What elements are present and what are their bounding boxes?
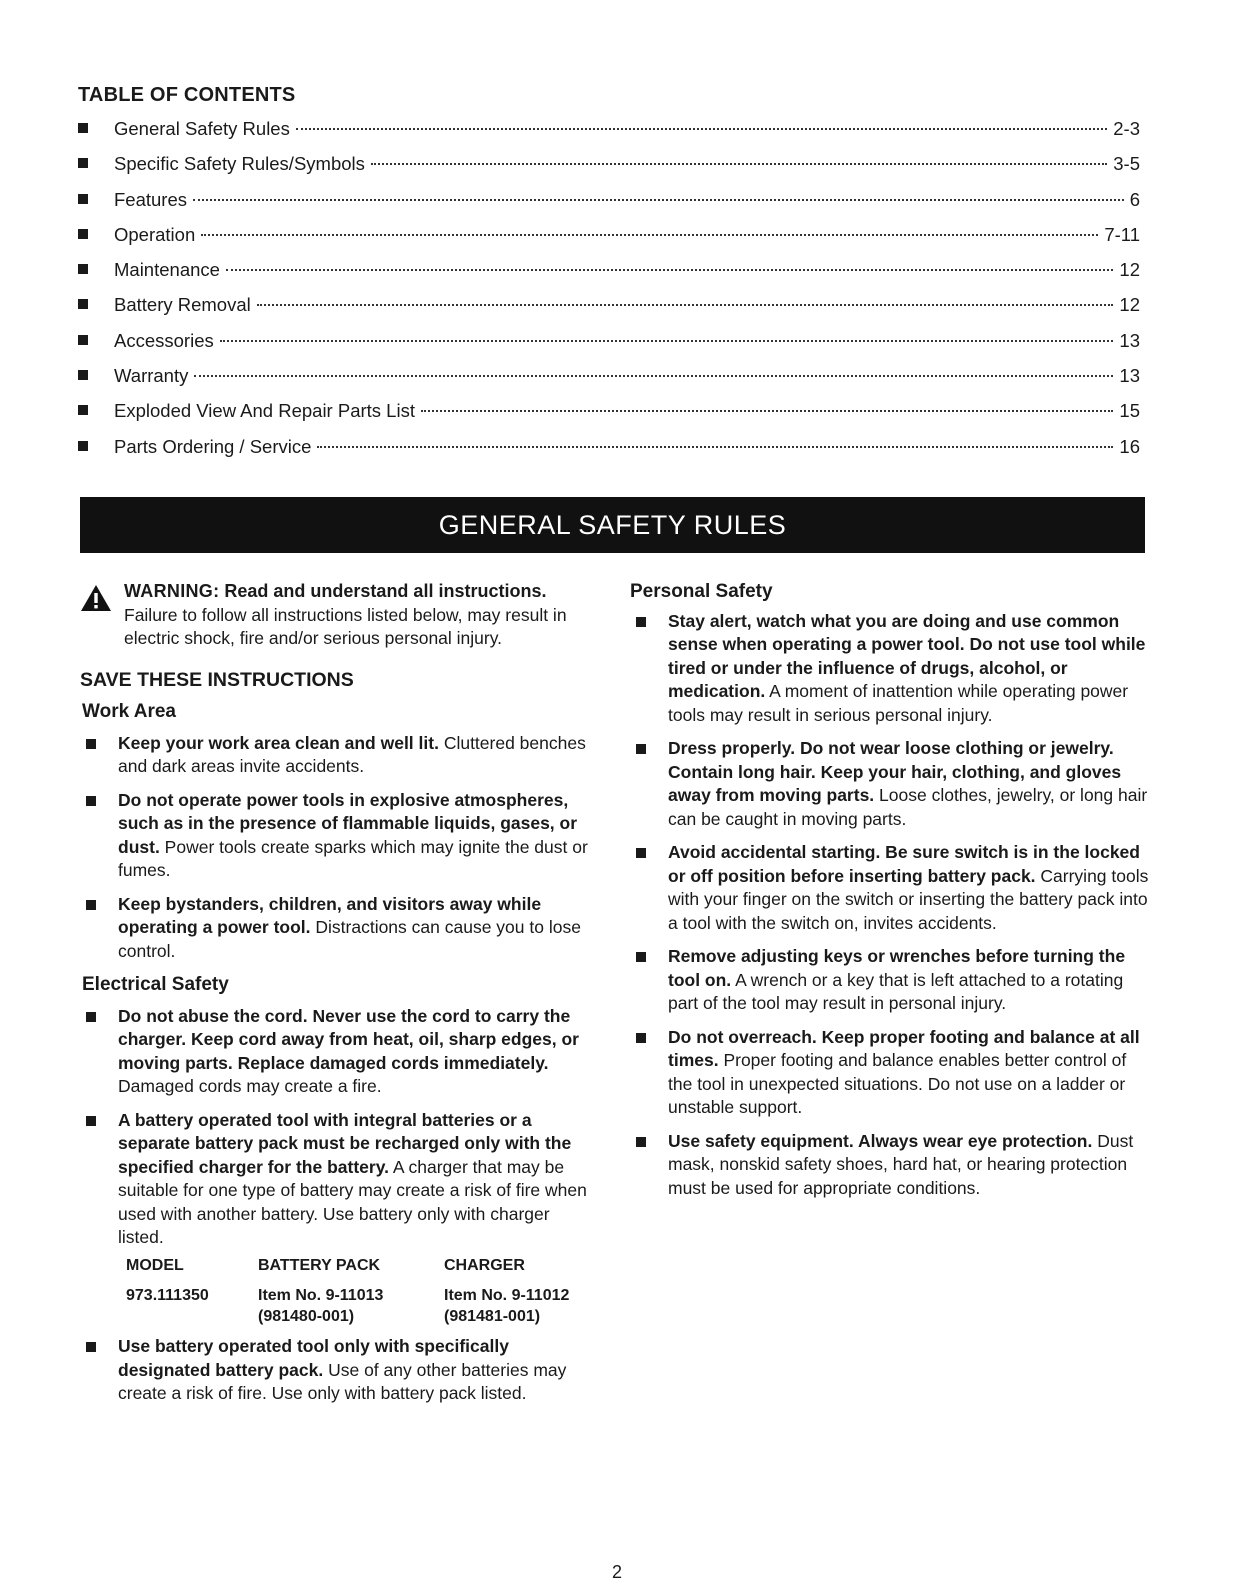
- bullet-square-icon: [636, 617, 646, 627]
- dot-leader: [220, 340, 1114, 342]
- toc-item-page: 3-5: [1113, 153, 1140, 175]
- rule-item: [630, 945, 1150, 1016]
- bullet-square-icon: [86, 900, 96, 910]
- save-instructions-heading: SAVE THESE INSTRUCTIONS: [80, 668, 354, 691]
- toc-item: [78, 189, 1140, 224]
- rule-bold: Do not overreach. Keep proper footing and balance at all times.: [668, 1026, 1140, 1070]
- toc-item-label: Operation: [114, 223, 196, 245]
- bullet-square-icon: [86, 1116, 96, 1126]
- table-header: BATTERY PACK: [258, 1256, 381, 1274]
- charger-code: (981481-001): [444, 1308, 541, 1325]
- section-banner: GENERAL SAFETY RULES: [80, 497, 1145, 553]
- rule-bold: Remove adjusting keys or wrenches before turning the tool on.: [668, 946, 1126, 990]
- electrical-safety-heading: Electrical Safety: [82, 974, 229, 995]
- rule-item: [80, 1109, 600, 1250]
- work-area-heading: Work Area: [82, 701, 176, 722]
- rule-item: [80, 1335, 600, 1406]
- rule-text: Proper footing and balance enables better control of the tool in unexpected situations. Do not use on a ladder or unstable support.: [668, 1050, 1127, 1117]
- toc-item-page: 2-3: [1113, 118, 1140, 139]
- rule-text: Dust mask, nonskid safety shoes, hard hat, or hearing protection must be used for appropriate conditions.: [668, 1130, 1134, 1198]
- toc-item-label: Features: [114, 188, 188, 210]
- dot-leader: [371, 163, 1107, 165]
- bullet-square-icon: [78, 123, 88, 133]
- warning-text: Failure to follow all instructions listed below, may result in electric shock, fire and/or serious personal injury.: [124, 604, 567, 648]
- bullet-square-icon: [78, 335, 88, 345]
- rule-item: [80, 732, 600, 779]
- rule-text: Cluttered benches and dark areas invite accidents.: [118, 732, 586, 776]
- bullet-square-icon: [636, 848, 646, 858]
- bullet-square-icon: [636, 1033, 646, 1043]
- bullet-square-icon: [78, 299, 88, 309]
- toc-list: [78, 118, 1140, 471]
- rule-bold: Use safety equipment. Always wear eye protection.: [668, 1130, 1093, 1151]
- rule-text: Damaged cords may create a fire.: [118, 1076, 382, 1096]
- toc-item: [78, 294, 1140, 329]
- rule-item: [630, 841, 1150, 935]
- rule-item: [630, 737, 1150, 831]
- rule-bold: Keep bystanders, children, and visitors away while operating a power tool.: [118, 893, 542, 937]
- toc-item: [78, 365, 1140, 400]
- warning-block: [80, 580, 600, 651]
- toc-item-page: 15: [1119, 400, 1140, 422]
- toc-item-page: 16: [1119, 435, 1140, 457]
- toc-item: [78, 436, 1140, 471]
- battery-item: Item No. 9-11013: [258, 1287, 384, 1304]
- bullet-square-icon: [636, 952, 646, 962]
- bullet-square-icon: [78, 405, 88, 415]
- model-cell: 973.111350: [126, 1287, 209, 1304]
- page-number: 2: [611, 1562, 622, 1582]
- rule-bold: Keep your work area clean and well lit.: [118, 732, 439, 753]
- right-column: [630, 580, 1150, 1210]
- rule-bold: Use battery operated tool only with specifically designated battery pack.: [118, 1336, 509, 1380]
- rule-item: [630, 1026, 1150, 1120]
- bullet-square-icon: [636, 1137, 646, 1147]
- bullet-square-icon: [78, 370, 88, 380]
- rule-text: A wrench or a key that is left attached to a rotating part of the tool may result in personal injury.: [668, 969, 1124, 1013]
- charger-item: Item No. 9-11012: [444, 1287, 570, 1304]
- battery-code: (981480-001): [258, 1308, 355, 1325]
- toc-item: [78, 259, 1140, 294]
- toc-item: [78, 153, 1140, 188]
- toc-item-label: Exploded View And Repair Parts List: [114, 400, 415, 422]
- rule-bold: Do not operate power tools in explosive atmospheres, such as in the presence of flammable liquids, gases, or dust.: [118, 789, 578, 857]
- rule-bold: Do not abuse the cord. Never use the cord to carry the charger. Keep cord away from heat, oil, sharp edges, or moving parts. Replace damaged cords immediately.: [118, 1005, 579, 1073]
- toc-item-label: Battery Removal: [114, 294, 251, 316]
- left-column: [80, 580, 600, 1416]
- dot-leader: [201, 234, 1098, 236]
- rule-item: [630, 1130, 1150, 1201]
- toc-item-label: Accessories: [114, 329, 214, 351]
- warning-bold-text: Read and understand all instructions.: [224, 581, 547, 601]
- toc-item-page: 6: [1129, 188, 1140, 210]
- toc-item-label: Warranty: [114, 365, 189, 387]
- toc-item-page: 7-11: [1104, 223, 1140, 245]
- battery-pack-cell: [258, 1285, 444, 1327]
- bullet-square-icon: [86, 1012, 96, 1022]
- bullet-square-icon: [78, 158, 88, 168]
- table-row: [126, 1285, 569, 1327]
- rule-item: [630, 610, 1150, 728]
- toc-item-label: Parts Ordering / Service: [114, 435, 312, 457]
- toc-item-label: General Safety Rules: [114, 118, 290, 139]
- warning-label: WARNING:: [124, 581, 220, 601]
- rule-bold: Avoid accidental starting. Be sure switch is in the locked or off position before inserting battery pack.: [668, 842, 1140, 886]
- rule-text: A moment of inattention while operating power tools may result in serious personal injury.: [668, 681, 1129, 725]
- bullet-square-icon: [86, 739, 96, 749]
- dot-leader: [194, 375, 1113, 377]
- dot-leader: [421, 410, 1113, 412]
- toc-item-label: Specific Safety Rules/Symbols: [114, 153, 365, 175]
- rule-text: Distractions can cause you to lose control.: [118, 917, 581, 961]
- bullet-square-icon: [78, 229, 88, 239]
- bullet-square-icon: [86, 796, 96, 806]
- toc-item-page: 13: [1119, 329, 1140, 351]
- toc-item: [78, 330, 1140, 365]
- toc-title: TABLE OF CONTENTS: [78, 84, 296, 106]
- bullet-square-icon: [78, 194, 88, 204]
- toc-item-page: 12: [1119, 294, 1140, 316]
- toc-item: [78, 224, 1140, 259]
- rule-text: Power tools create sparks which may ignite the dust or fumes.: [118, 836, 588, 880]
- dot-leader: [296, 128, 1107, 130]
- toc-item-label: Maintenance: [114, 259, 220, 281]
- rule-text: Use of any other batteries may create a risk of fire. Use only with battery pack listed.: [118, 1359, 567, 1403]
- table-header-row: [126, 1254, 569, 1286]
- toc-item: [78, 118, 1140, 153]
- dot-leader: [317, 446, 1113, 448]
- personal-safety-heading: Personal Safety: [630, 581, 773, 602]
- bullet-square-icon: [636, 744, 646, 754]
- bullet-square-icon: [86, 1342, 96, 1352]
- table-header: CHARGER: [444, 1256, 525, 1274]
- rule-text: Carrying tools with your finger on the switch or inserting the battery pack into a tool with the switch on, invites accidents.: [668, 865, 1149, 933]
- dot-leader: [226, 269, 1113, 271]
- bullet-square-icon: [78, 264, 88, 274]
- rule-item: [80, 893, 600, 964]
- rule-bold: Stay alert, watch what you are doing and use common sense when operating a power tool. Do not use tool while tired or under the influence of drugs, alcohol, or medication.: [668, 610, 1146, 701]
- rule-item: [80, 1005, 600, 1099]
- model-table: [126, 1254, 569, 1328]
- rule-bold: Dress properly. Do not wear loose clothing or jewelry. Contain long hair. Keep your hair, clothing, and gloves away from moving parts.: [668, 738, 1122, 805]
- rule-bold: A battery operated tool with integral batteries or a separate battery pack must be recharged only with the specified charger for the battery.: [118, 1109, 572, 1177]
- rule-text: Loose clothes, jewelry, or long hair can be caught in moving parts.: [668, 785, 1148, 829]
- rule-item: [80, 789, 600, 883]
- dot-leader: [193, 199, 1124, 201]
- toc-item: [78, 400, 1140, 435]
- bullet-square-icon: [78, 441, 88, 451]
- toc-item-page: 12: [1119, 259, 1140, 281]
- dot-leader: [257, 304, 1114, 306]
- toc-item-page: 13: [1119, 365, 1140, 387]
- table-header: MODEL: [126, 1256, 184, 1274]
- warning-triangle-icon: [80, 584, 112, 619]
- charger-cell: [444, 1285, 569, 1327]
- rule-text: A charger that may be suitable for one type of battery may create a risk of fire when used with another battery. Use battery only with charger listed.: [118, 1156, 587, 1247]
